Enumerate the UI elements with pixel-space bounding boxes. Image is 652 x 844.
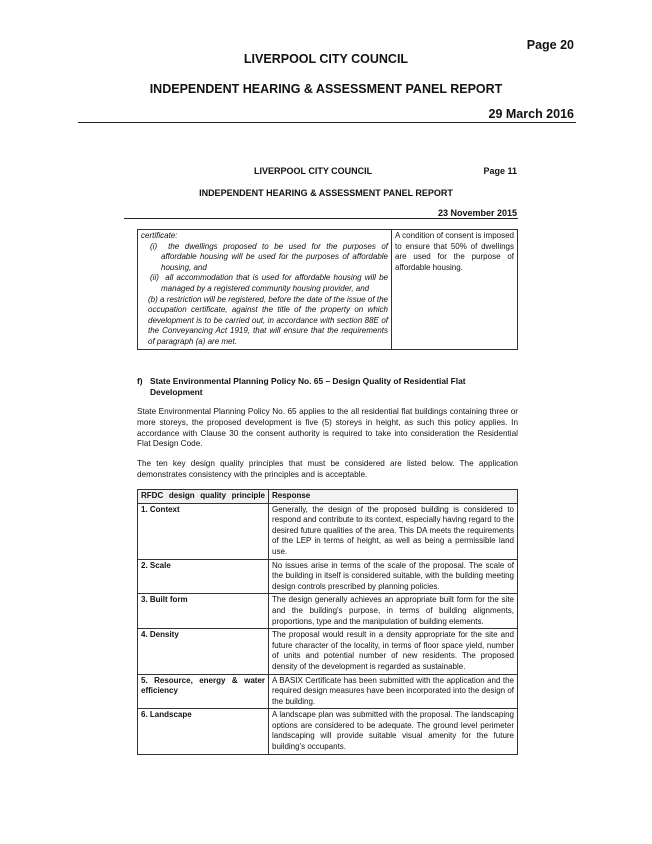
inner-report-title: INDEPENDENT HEARING & ASSESSMENT PANEL REPORT [199, 188, 453, 198]
response-cell: The proposal would result in a density appropriate for the site and future character of the locality, in terms of floor space yield, number of units and potential number of new residents. The proposed density of the development is regarded as sustainable. [269, 629, 518, 674]
principle-cell: 5. Resource, energy & water efficiency [138, 674, 269, 709]
response-cell: The design generally achieves an appropriate built form for the site and the building's purpose, in terms of building alignments, proportions, type and the manipulation of building elements. [269, 594, 518, 629]
principle-cell: 1. Context [138, 503, 269, 559]
rfdc-table [137, 489, 518, 755]
principle-cell: 6. Landscape [138, 709, 269, 754]
principle-cell: 2. Scale [138, 559, 269, 594]
table-row [138, 594, 518, 629]
sepp65-paragraph: State Environmental Planning Policy No. 65 applies to the all residential flat buildings containing three or more storeys, the proposed development is five (5) storeys in height, as such this policy applies. In accordance with Clause 30 the consent authority is required to take into consideration the Residential Flat Design Code. [137, 407, 518, 449]
council-title: LIVERPOOL CITY COUNCIL [243, 52, 409, 66]
header-divider [78, 122, 576, 123]
column-header-principle: RFDC design quality principle [138, 490, 269, 504]
inner-report-date: 23 November 2015 [437, 208, 517, 218]
report-date: 29 March 2016 [488, 107, 574, 121]
certificate-response: A condition of consent is imposed to ensure that 50% of dwellings are used for the purpose of affordable housing. [392, 230, 518, 350]
table-row [138, 709, 518, 754]
table-row [138, 503, 518, 559]
section-f-title: State Environmental Planning Policy No. 65 – Design Quality of Residential Flat Development [150, 376, 466, 397]
certificate-item-b: (b) a restriction will be registered, before the date of the issue of the occupation certificate, against the title of the property on which development is to be carried out, in accordance with section 88E of the Conveyancing Act 1919, that will ensure that the requirements of paragraph (a) are met. [148, 294, 388, 346]
response-cell: A BASIX Certificate has been submitted with the application and the required design measures have been incorporated into the design of the building. [269, 674, 518, 709]
inner-page-number: Page 11 [483, 166, 517, 176]
certificate-item-ii: (ii) all accommodation that is used for affordable housing will be managed by a registered community housing provider, and [150, 273, 388, 293]
certificate-item-i: (i) the dwellings proposed to be used for the purposes of affordable housing will be used for the purposes of affordable housing, and [150, 241, 388, 272]
certificate-intro: certificate: [141, 231, 178, 240]
table-row [138, 559, 518, 594]
inner-header-divider [124, 218, 518, 219]
response-cell: No issues arise in terms of the scale of the proposal. The scale of the building in itself is considered suitable, with the building meeting design controls prescribed by planning policies. [269, 559, 518, 594]
response-cell: Generally, the design of the proposed building is considered to respond and contribute to its context, especially having regard to the desired future qualities of the area. This DA meets the requirements of the LEP in terms of height, as well as being a permissible land use. [269, 503, 518, 559]
certificate-requirements [138, 230, 392, 350]
principle-cell: 4. Density [138, 629, 269, 674]
certificate-table [137, 229, 518, 350]
inner-council-title: LIVERPOOL CITY COUNCIL [254, 166, 373, 176]
section-f-label: f) [137, 376, 143, 386]
table-row [138, 674, 518, 709]
report-title: INDEPENDENT HEARING & ASSESSMENT PANEL REPORT [149, 82, 503, 96]
response-cell: A landscape plan was submitted with the proposal. The landscaping options are considered to be adequate. The ground level perimeter landscaping will provide suitable visual amenity for the future building's occupants. [269, 709, 518, 754]
section-f-heading [137, 376, 518, 398]
page-number: Page 20 [526, 38, 574, 52]
column-header-response: Response [269, 490, 518, 504]
table-row [138, 629, 518, 674]
principle-cell: 3. Built form [138, 594, 269, 629]
principles-paragraph: The ten key design quality principles that must be considered are listed below. The application demonstrates consistency with the principles and is acceptable. [137, 459, 518, 479]
table-header-row [138, 490, 518, 504]
